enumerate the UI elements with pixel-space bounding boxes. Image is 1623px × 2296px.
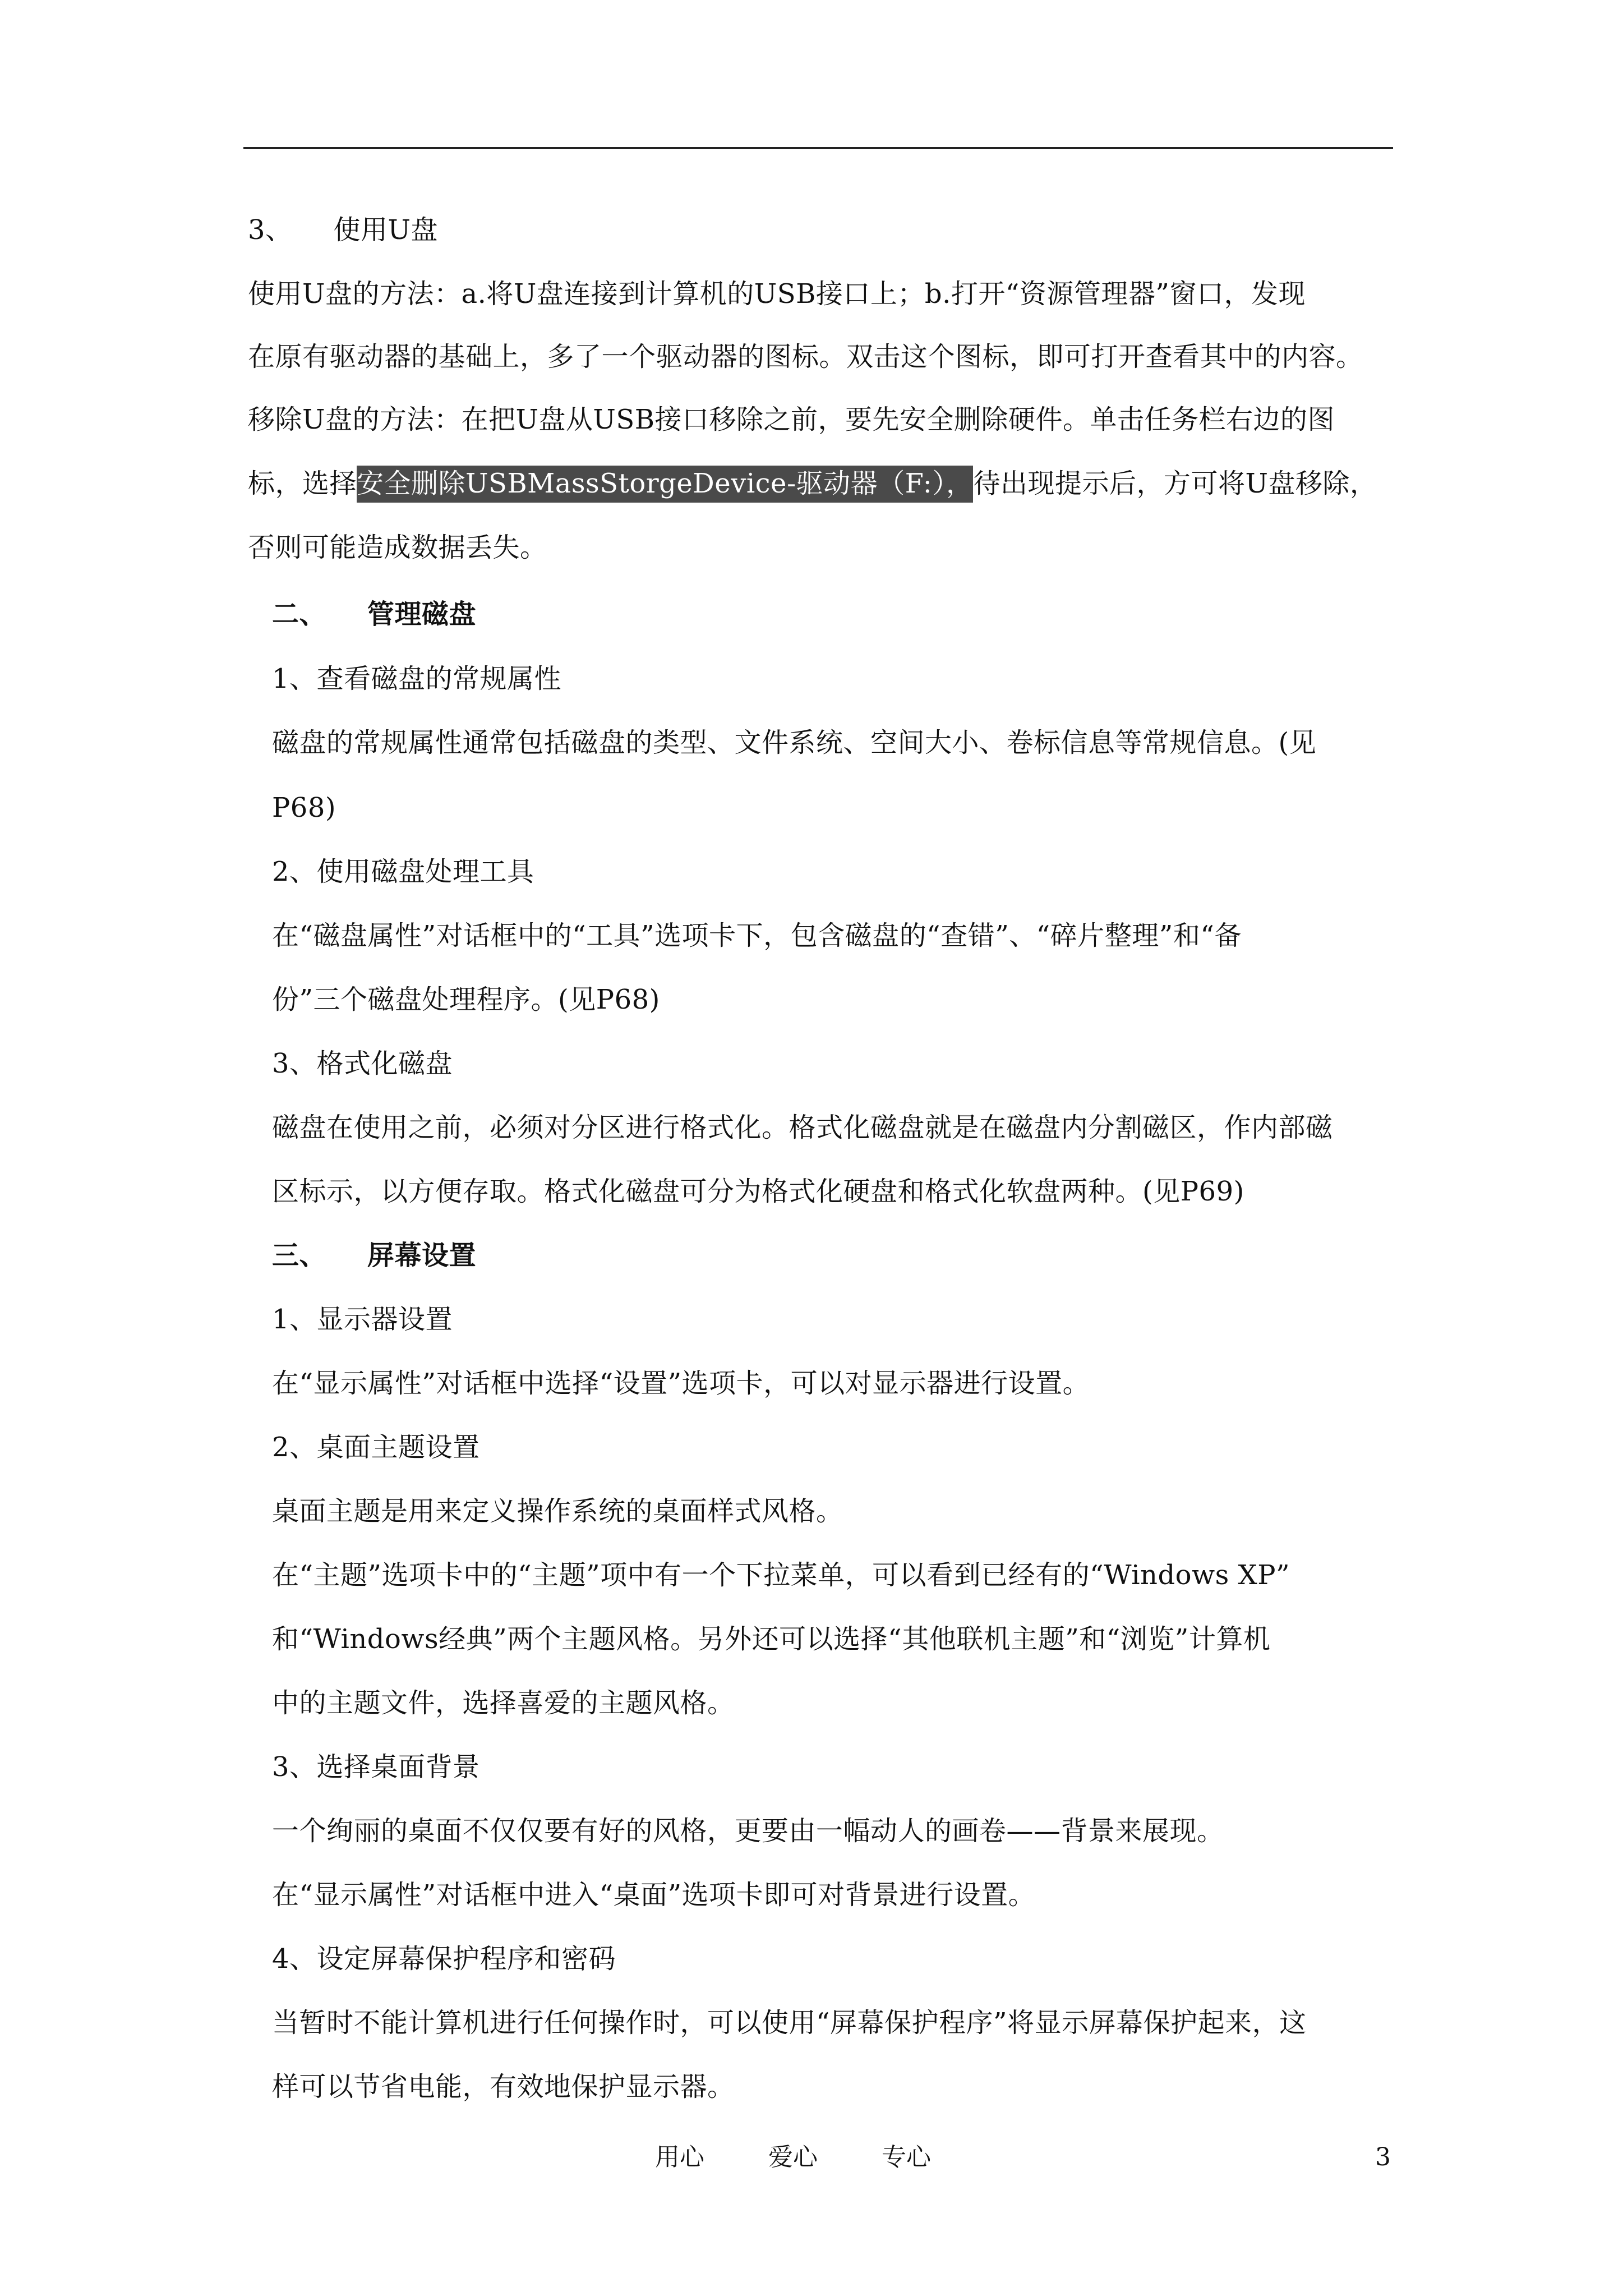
paragraph-line: 区标示，以方便存取。格式化磁盘可分为格式化硬盘和格式化软盘两种。(见P69) [272, 1176, 1244, 1207]
paragraph-line: 一个绚丽的桌面不仅仅要有好的风格，更要由一幅动人的画卷——背景来展现。 [272, 1815, 1224, 1847]
paragraph-line: 和“Windows经典”两个主题风格。另外还可以选择“其他联机主题”和“浏览”计算机 [272, 1623, 1271, 1655]
header-rule [243, 147, 1393, 149]
paragraph-line: 在“显示属性”对话框中进入“桌面”选项卡即可对背景进行设置。 [272, 1879, 1036, 1911]
page-number: 3 [1375, 2143, 1391, 2171]
subsection-heading: 4、设定屏幕保护程序和密码 [272, 1943, 616, 1975]
paragraph-line: P68) [272, 792, 336, 823]
subsection-heading: 1、查看磁盘的常规属性 [272, 663, 562, 694]
paragraph-line: 磁盘的常规属性通常包括磁盘的类型、文件系统、空间大小、卷标信息等常规信息。(见 [272, 727, 1317, 758]
paragraph-line: 中的主题文件，选择喜爱的主题风格。 [272, 1687, 735, 1719]
subsection-heading: 3、格式化磁盘 [272, 1048, 453, 1079]
paragraph-line: 在原有驱动器的基础上，多了一个驱动器的图标。双击这个图标，即可打开查看其中的内容。 [248, 341, 1363, 372]
section-heading: 3、 使用U盘 [248, 214, 438, 246]
subsection-heading: 3、选择桌面背景 [272, 1751, 480, 1783]
paragraph-line: 在“磁盘属性”对话框中的“工具”选项卡下，包含磁盘的“查错”、“碎片整理”和“备 [272, 920, 1242, 951]
paragraph-line: 磁盘在使用之前，必须对分区进行格式化。格式化磁盘就是在磁盘内分割磁区，作内部磁 [272, 1112, 1333, 1143]
paragraph-line: 使用U盘的方法：a.将U盘连接到计算机的USB接口上；b.打开“资源管理器”窗口，发现 [248, 278, 1306, 310]
subsection-heading: 1、显示器设置 [272, 1304, 453, 1335]
paragraph-line: 桌面主题是用来定义操作系统的桌面样式风格。 [272, 1496, 843, 1527]
paragraph-line: 在“显示属性”对话框中选择“设置”选项卡，可以对显示器进行设置。 [272, 1368, 1090, 1399]
subsection-heading: 2、使用磁盘处理工具 [272, 856, 534, 887]
section-heading: 三、 屏幕设置 [272, 1240, 477, 1271]
section-heading: 二、 管理磁盘 [272, 599, 477, 630]
text-segment: 标，选择 [248, 468, 357, 499]
paragraph-line [248, 467, 1377, 500]
paragraph-line: 样可以节省电能，有效地保护显示器。 [272, 2071, 735, 2102]
paragraph-line: 否则可能造成数据丢失。 [248, 532, 547, 563]
footer-motto: 用心 [655, 2143, 704, 2171]
paragraph-line: 移除U盘的方法：在把U盘从USB接口移除之前，要先安全删除硬件。单击任务栏右边的图 [248, 404, 1335, 435]
paragraph-line: 在“主题”选项卡中的“主题”项中有一个下拉菜单，可以看到已经有的“Windows XP” [272, 1559, 1290, 1591]
paragraph-line: 当暂时不能计算机进行任何操作时，可以使用“屏幕保护程序”将显示屏幕保护起来，这 [272, 2007, 1307, 2039]
text-segment: 待出现提示后，方可将U盘移除， [973, 468, 1377, 499]
subsection-heading: 2、桌面主题设置 [272, 1432, 480, 1463]
footer-motto: 专心 [882, 2143, 931, 2171]
footer-motto: 爱心 [768, 2143, 818, 2171]
highlighted-selection: 安全删除USBMassStorgeDevice-驱动器（F:）， [357, 466, 973, 503]
paragraph-line: 份”三个磁盘处理程序。(见P68) [272, 984, 660, 1015]
